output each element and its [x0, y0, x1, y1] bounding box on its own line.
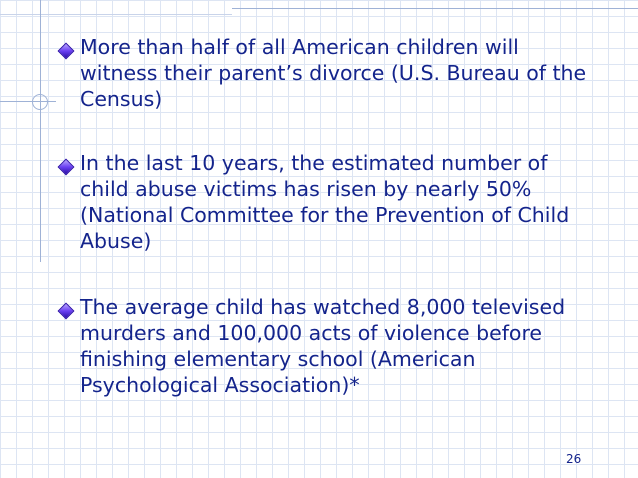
bullet-text: In the last 10 years, the estimated number of child abuse victims has risen by nearly 50% (National Committee for the Prevention of Child Abuse) — [80, 151, 570, 253]
top-rule-left — [0, 14, 232, 15]
diamond-bullet-icon — [58, 159, 75, 176]
left-rule — [40, 0, 41, 262]
diamond-bullet-icon — [58, 43, 75, 60]
bullet-item-child-abuse — [56, 150, 596, 254]
rule-circle — [32, 94, 48, 110]
bullet-item-divorce — [56, 34, 596, 112]
page-number: 26 — [566, 452, 582, 466]
diamond-bullet-icon — [58, 303, 75, 320]
bullet-text: More than half of all American children will witness their parent’s divorce (U.S. Bureau of the Census) — [80, 35, 587, 111]
bullet-text: The average child has watched 8,000 televised murders and 100,000 acts of violence before finishing elementary school (American Psychological Association)* — [80, 295, 566, 397]
bullet-item-violence — [56, 294, 596, 398]
top-rule — [232, 8, 638, 9]
